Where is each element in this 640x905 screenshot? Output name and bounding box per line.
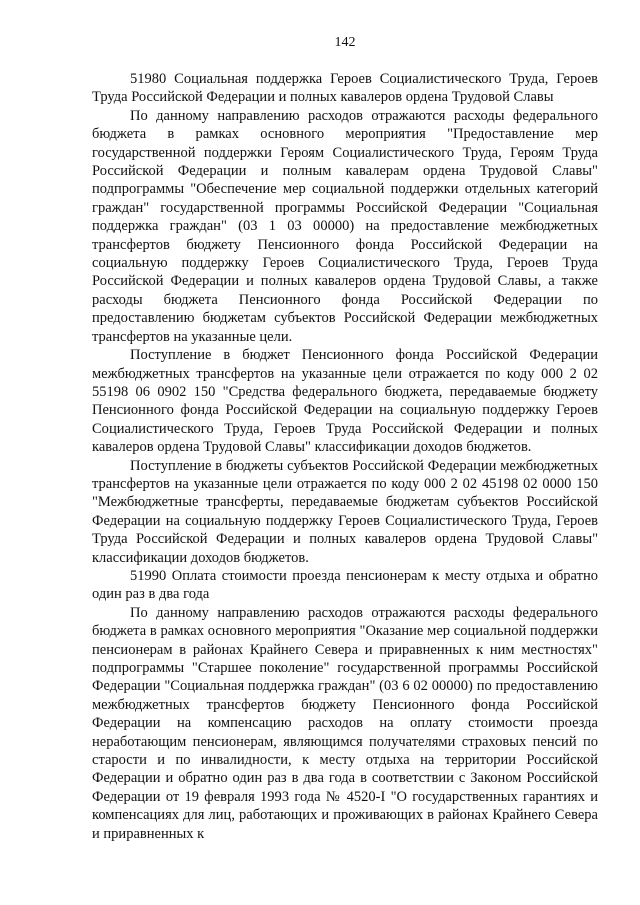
section-heading-51990: 51990 Оплата стоимости проезда пенсионерам к месту отдыха и обратно один раз в два года [92, 567, 598, 603]
paragraph-pension-fund-receipt: Поступление в бюджет Пенсионного фонда Российской Федерации межбюджетных трансфертов на указанные цели отражается по коду 000 2 02 55198 06 0902 150 "Средства федерального бюджета, передаваемые бюджету Пенсионного фонда Российской Федерации на социальную поддержку Героев Социалистического Труда, Героев Труда Российской Федерации и полных кавалеров ордена Трудовой Славы" классификации доходов бюджетов. [92, 347, 598, 456]
document-page [92, 34, 598, 843]
paragraph-regional-budget-receipt: Поступление в бюджеты субъектов Российской Федерации межбюджетных трансфертов на указанные цели отражается по коду 000 2 02 45198 02 0000 150 "Межбюджетные трансферты, передаваемые бюджетам субъектов Российской Федерации на социальную поддержку Героев Социалистического Труда, Героев Труда Российской Федерации и полных кавалеров ордена Трудовой Славы" классификации доходов бюджетов. [92, 457, 598, 566]
paragraph-51980-description: По данному направлению расходов отражаются расходы федерального бюджета в рамках основного мероприятия "Предоставление мер государственной поддержки Героям Социалистического Труда, Героям Труда Российской Федерации и полным кавалерам ордена Трудовой Славы" подпрограммы "Обеспечение мер социальной поддержки отдельных категорий граждан" государственной программы Российской Федерации "Социальная поддержка граждан" (03 1 03 00000) на предоставление межбюджетных трансфертов бюджету Пенсионного фонда Российской Федерации на социальную поддержку Героев Социалистического Труда, Героев Труда Российской Федерации и полных кавалеров ордена Трудовой Славы, а также расходы бюджета Пенсионного фонда Российской Федерации по предоставлению бюджетам субъектов Российской Федерации межбюджетных трансфертов на указанные цели. [92, 107, 598, 345]
page-number: 142 [334, 35, 356, 50]
section-heading-51980: 51980 Социальная поддержка Героев Социалистического Труда, Героев Труда Российской Федерации и полных кавалеров ордена Трудовой Славы [92, 71, 598, 106]
paragraph-51990-description: По данному направлению расходов отражаются расходы федерального бюджета в рамках основного мероприятия "Оказание мер социальной поддержки пенсионерам в районах Крайнего Севера и приравненных к ним местностях" подпрограммы "Старшее поколение" государственной программы Российской Федерации "Социальная поддержка граждан" (03 6 02 00000) по предоставлению межбюджетных трансфертов бюджету Пенсионного фонда Российской Федерации на компенсацию расходов на оплату стоимости проезда неработающим пенсионерам, являющимся получателями страховых пенсий по старости и по инвалидности, к месту отдыха на территории Российской Федерации и обратно один раз в два года в соответствии с Законом Российской Федерации от 19 февраля 1993 года № 4520-I "О государственных гарантиях и компенсациях для лиц, работающих и проживающих в районах Крайнего Севера и приравненных к [92, 604, 598, 842]
